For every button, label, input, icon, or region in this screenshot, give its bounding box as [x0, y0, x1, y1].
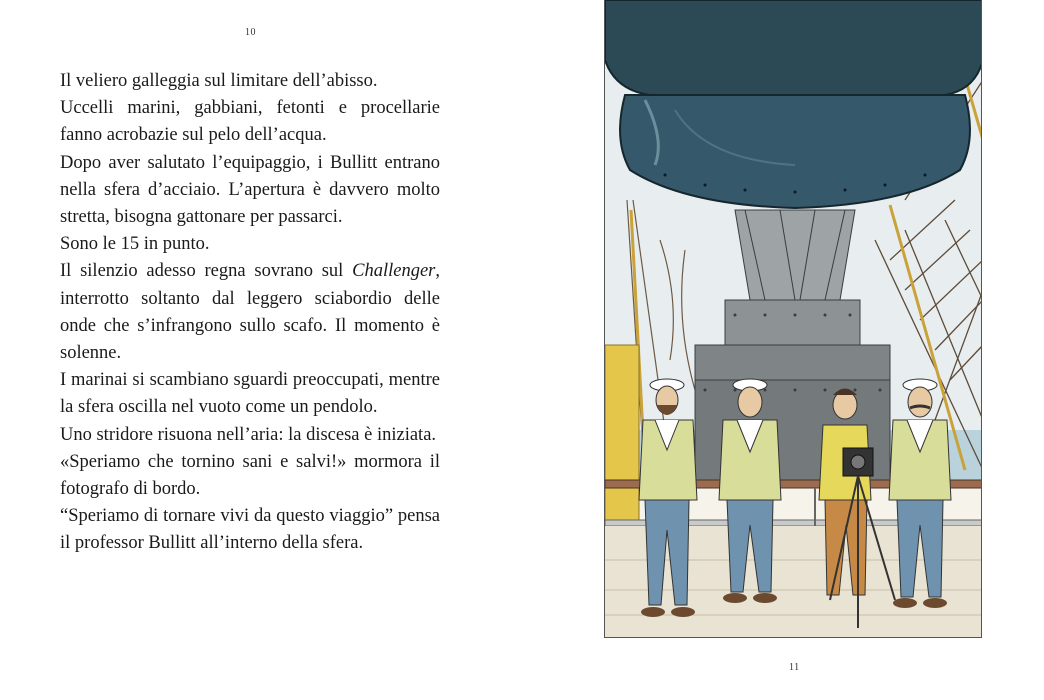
ship-name: Challenger	[352, 261, 436, 282]
paragraph-8: «Speriamo che tornino sani e salvi!» mormora il fotografo di bordo.	[60, 451, 440, 500]
paragraph-9: “Speriamo di tornare vivi da questo viaggio” pensa il professor Bullitt all’interno della sfera.	[60, 506, 440, 554]
paragraph-5	[60, 258, 440, 367]
paragraph-1: Il veliero galleggia sul limitare dell’abisso.	[60, 71, 378, 91]
paragraph-5-end: , interrotto soltanto dal leggero sciabordio delle onde che s’infrangono sullo scafo. Il momento è solenne.	[60, 261, 440, 364]
story-text	[60, 68, 440, 558]
paragraph-5-start: Il silenzio adesso regna sovrano sul	[60, 261, 353, 282]
paragraph-7: Uno stridore risuona nell’aria: la discesa è iniziata.	[60, 424, 437, 445]
page-number-left: 10	[245, 27, 256, 38]
illustration-panel	[604, 0, 982, 638]
paragraph-2: Uccelli marini, gabbiani, fetonti e procellarie fanno acrobazie sul pelo dell’acqua.	[60, 98, 440, 146]
yellow-mast	[605, 345, 639, 545]
bathysphere-deck-illustration	[605, 0, 982, 638]
page-number-right: 11	[789, 662, 800, 673]
paragraph-4: Sono le 15 in punto.	[60, 234, 210, 255]
paragraph-6: I marinai si scambiano sguardi preoccupati, mentre la sfera oscilla nel vuoto come un pendolo.	[60, 370, 440, 418]
bathysphere-bell	[605, 0, 982, 208]
paragraph-3: Dopo aver salutato l’equipaggio, i Bullitt entrano nella sfera d’acciaio. L’apertura è davvero molto stretta, bisogna gattonare per passarci.	[60, 152, 440, 228]
